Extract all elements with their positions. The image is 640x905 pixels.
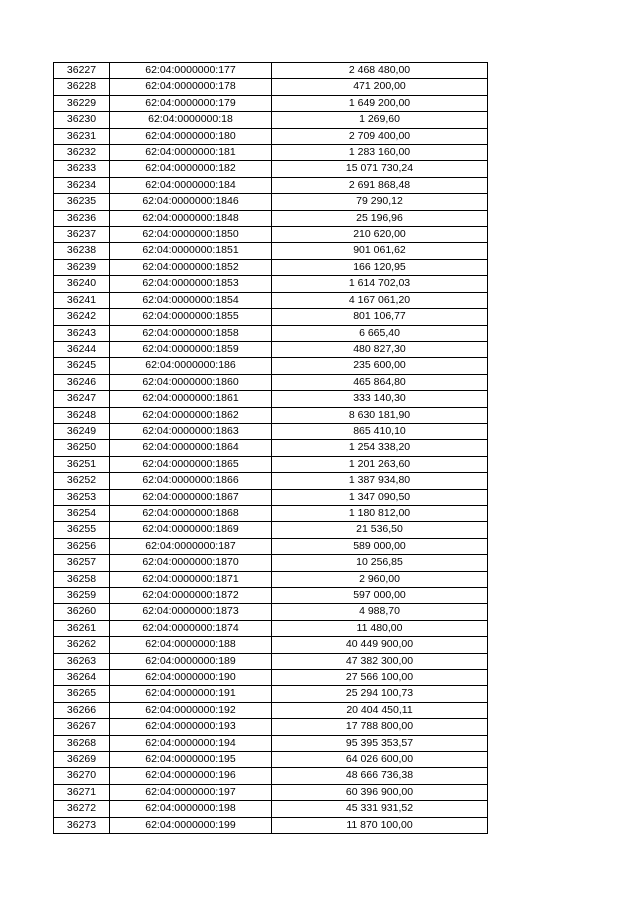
cadastral-value-cell: 47 382 300,00 [272, 653, 488, 669]
cadastral-value-cell: 465 864,80 [272, 374, 488, 390]
row-number-cell: 36265 [54, 686, 110, 702]
table-row [54, 407, 488, 423]
row-number-cell: 36271 [54, 784, 110, 800]
cadastral-value-cell: 333 140,30 [272, 391, 488, 407]
row-number-cell: 36252 [54, 473, 110, 489]
table-row [54, 571, 488, 587]
cadastral-value-cell: 1 269,60 [272, 112, 488, 128]
cadastral-number-cell: 62:04:0000000:1867 [110, 489, 272, 505]
cadastral-number-cell: 62:04:0000000:192 [110, 702, 272, 718]
table-row [54, 440, 488, 456]
row-number-cell: 36233 [54, 161, 110, 177]
cadastral-number-cell: 62:04:0000000:194 [110, 735, 272, 751]
table-row [54, 555, 488, 571]
cadastral-number-cell: 62:04:0000000:1871 [110, 571, 272, 587]
table-row [54, 243, 488, 259]
table-row [54, 588, 488, 604]
cadastral-number-cell: 62:04:0000000:187 [110, 538, 272, 554]
cadastral-value-cell: 11 870 100,00 [272, 817, 488, 833]
row-number-cell: 36263 [54, 653, 110, 669]
cadastral-number-cell: 62:04:0000000:1870 [110, 555, 272, 571]
row-number-cell: 36253 [54, 489, 110, 505]
cadastral-number-cell: 62:04:0000000:1873 [110, 604, 272, 620]
row-number-cell: 36248 [54, 407, 110, 423]
cadastral-number-cell: 62:04:0000000:1868 [110, 505, 272, 521]
cadastral-number-cell: 62:04:0000000:1850 [110, 227, 272, 243]
table-row [54, 128, 488, 144]
cadastral-value-cell: 11 480,00 [272, 620, 488, 636]
table-row [54, 752, 488, 768]
cadastral-number-cell: 62:04:0000000:197 [110, 784, 272, 800]
cadastral-number-cell: 62:04:0000000:1859 [110, 341, 272, 357]
table-row [54, 653, 488, 669]
table-row [54, 604, 488, 620]
cadastral-value-cell: 21 536,50 [272, 522, 488, 538]
cadastral-number-cell: 62:04:0000000:1872 [110, 588, 272, 604]
cadastral-value-cell: 1 283 160,00 [272, 145, 488, 161]
row-number-cell: 36239 [54, 259, 110, 275]
row-number-cell: 36241 [54, 292, 110, 308]
cadastral-value-cell: 45 331 931,52 [272, 801, 488, 817]
row-number-cell: 36273 [54, 817, 110, 833]
cadastral-value-cell: 1 387 934,80 [272, 473, 488, 489]
cadastral-value-cell: 27 566 100,00 [272, 670, 488, 686]
cadastral-value-cell: 95 395 353,57 [272, 735, 488, 751]
row-number-cell: 36237 [54, 227, 110, 243]
cadastral-value-cell: 48 666 736,38 [272, 768, 488, 784]
row-number-cell: 36231 [54, 128, 110, 144]
cadastral-value-cell: 235 600,00 [272, 358, 488, 374]
table-row [54, 784, 488, 800]
table-row [54, 456, 488, 472]
row-number-cell: 36257 [54, 555, 110, 571]
row-number-cell: 36268 [54, 735, 110, 751]
table-row [54, 227, 488, 243]
row-number-cell: 36240 [54, 276, 110, 292]
table-row [54, 522, 488, 538]
cadastral-value-cell: 2 691 868,48 [272, 177, 488, 193]
cadastral-value-cell: 64 026 600,00 [272, 752, 488, 768]
table-row [54, 309, 488, 325]
table-row [54, 702, 488, 718]
row-number-cell: 36227 [54, 63, 110, 79]
cadastral-number-cell: 62:04:0000000:178 [110, 79, 272, 95]
cadastral-value-cell: 1 254 338,20 [272, 440, 488, 456]
table-row [54, 801, 488, 817]
cadastral-value-cell: 60 396 900,00 [272, 784, 488, 800]
row-number-cell: 36228 [54, 79, 110, 95]
cadastral-value-cell: 589 000,00 [272, 538, 488, 554]
row-number-cell: 36246 [54, 374, 110, 390]
cadastral-value-cell: 1 180 812,00 [272, 505, 488, 521]
table-row [54, 276, 488, 292]
cadastral-value-cell: 1 201 263,60 [272, 456, 488, 472]
row-number-cell: 36261 [54, 620, 110, 636]
cadastral-value-cell: 865 410,10 [272, 423, 488, 439]
table-row [54, 817, 488, 833]
row-number-cell: 36247 [54, 391, 110, 407]
table-row [54, 374, 488, 390]
table-row [54, 79, 488, 95]
row-number-cell: 36267 [54, 719, 110, 735]
cadastral-value-cell: 2 709 400,00 [272, 128, 488, 144]
row-number-cell: 36255 [54, 522, 110, 538]
row-number-cell: 36256 [54, 538, 110, 554]
cadastral-value-cell: 901 061,62 [272, 243, 488, 259]
cadastral-number-cell: 62:04:0000000:191 [110, 686, 272, 702]
row-number-cell: 36245 [54, 358, 110, 374]
cadastral-number-cell: 62:04:0000000:189 [110, 653, 272, 669]
row-number-cell: 36229 [54, 95, 110, 111]
table-row [54, 670, 488, 686]
cadastral-value-cell: 1 614 702,03 [272, 276, 488, 292]
row-number-cell: 36258 [54, 571, 110, 587]
cadastral-value-cell: 801 106,77 [272, 309, 488, 325]
table-row [54, 177, 488, 193]
table-row [54, 259, 488, 275]
table-row [54, 210, 488, 226]
row-number-cell: 36259 [54, 588, 110, 604]
cadastral-value-cell: 17 788 800,00 [272, 719, 488, 735]
table-row [54, 112, 488, 128]
cadastral-number-cell: 62:04:0000000:199 [110, 817, 272, 833]
table-row [54, 768, 488, 784]
row-number-cell: 36254 [54, 505, 110, 521]
cadastral-number-cell: 62:04:0000000:1860 [110, 374, 272, 390]
table-row [54, 538, 488, 554]
cadastral-number-cell: 62:04:0000000:198 [110, 801, 272, 817]
cadastral-value-cell: 166 120,95 [272, 259, 488, 275]
cadastral-value-cell: 2 468 480,00 [272, 63, 488, 79]
cadastral-number-cell: 62:04:0000000:190 [110, 670, 272, 686]
table-row [54, 194, 488, 210]
row-number-cell: 36269 [54, 752, 110, 768]
row-number-cell: 36236 [54, 210, 110, 226]
cadastral-value-table [53, 62, 488, 834]
cadastral-value-cell: 25 196,96 [272, 210, 488, 226]
cadastral-value-cell: 1 347 090,50 [272, 489, 488, 505]
cadastral-value-cell: 1 649 200,00 [272, 95, 488, 111]
cadastral-number-cell: 62:04:0000000:1852 [110, 259, 272, 275]
table-row [54, 161, 488, 177]
cadastral-value-cell: 10 256,85 [272, 555, 488, 571]
cadastral-number-cell: 62:04:0000000:1854 [110, 292, 272, 308]
cadastral-value-cell: 79 290,12 [272, 194, 488, 210]
cadastral-value-cell: 480 827,30 [272, 341, 488, 357]
row-number-cell: 36264 [54, 670, 110, 686]
cadastral-number-cell: 62:04:0000000:1858 [110, 325, 272, 341]
table-row [54, 489, 488, 505]
table-row [54, 292, 488, 308]
row-number-cell: 36251 [54, 456, 110, 472]
cadastral-number-cell: 62:04:0000000:1853 [110, 276, 272, 292]
row-number-cell: 36238 [54, 243, 110, 259]
table-row [54, 63, 488, 79]
table-row [54, 145, 488, 161]
cadastral-number-cell: 62:04:0000000:1848 [110, 210, 272, 226]
cadastral-number-cell: 62:04:0000000:181 [110, 145, 272, 161]
table-row [54, 686, 488, 702]
cadastral-number-cell: 62:04:0000000:188 [110, 637, 272, 653]
cadastral-value-cell: 6 665,40 [272, 325, 488, 341]
row-number-cell: 36266 [54, 702, 110, 718]
cadastral-number-cell: 62:04:0000000:195 [110, 752, 272, 768]
row-number-cell: 36260 [54, 604, 110, 620]
cadastral-value-cell: 8 630 181,90 [272, 407, 488, 423]
cadastral-number-cell: 62:04:0000000:1865 [110, 456, 272, 472]
table-row [54, 358, 488, 374]
table-row [54, 620, 488, 636]
cadastral-number-cell: 62:04:0000000:1851 [110, 243, 272, 259]
cadastral-value-cell: 4 167 061,20 [272, 292, 488, 308]
table-row [54, 423, 488, 439]
table-row [54, 637, 488, 653]
row-number-cell: 36250 [54, 440, 110, 456]
row-number-cell: 36243 [54, 325, 110, 341]
cadastral-number-cell: 62:04:0000000:180 [110, 128, 272, 144]
cadastral-value-cell: 40 449 900,00 [272, 637, 488, 653]
row-number-cell: 36242 [54, 309, 110, 325]
cadastral-number-cell: 62:04:0000000:1863 [110, 423, 272, 439]
table-body [54, 63, 488, 834]
cadastral-number-cell: 62:04:0000000:179 [110, 95, 272, 111]
table-row [54, 95, 488, 111]
cadastral-number-cell: 62:04:0000000:1855 [110, 309, 272, 325]
cadastral-value-cell: 15 071 730,24 [272, 161, 488, 177]
row-number-cell: 36230 [54, 112, 110, 128]
row-number-cell: 36249 [54, 423, 110, 439]
cadastral-value-cell: 597 000,00 [272, 588, 488, 604]
row-number-cell: 36270 [54, 768, 110, 784]
cadastral-number-cell: 62:04:0000000:1862 [110, 407, 272, 423]
cadastral-number-cell: 62:04:0000000:1874 [110, 620, 272, 636]
cadastral-number-cell: 62:04:0000000:186 [110, 358, 272, 374]
table-row [54, 473, 488, 489]
cadastral-number-cell: 62:04:0000000:1861 [110, 391, 272, 407]
cadastral-number-cell: 62:04:0000000:193 [110, 719, 272, 735]
cadastral-number-cell: 62:04:0000000:182 [110, 161, 272, 177]
row-number-cell: 36272 [54, 801, 110, 817]
cadastral-number-cell: 62:04:0000000:1869 [110, 522, 272, 538]
row-number-cell: 36244 [54, 341, 110, 357]
row-number-cell: 36234 [54, 177, 110, 193]
table-row [54, 391, 488, 407]
cadastral-value-cell: 4 988,70 [272, 604, 488, 620]
cadastral-value-cell: 20 404 450,11 [272, 702, 488, 718]
table-row [54, 505, 488, 521]
row-number-cell: 36232 [54, 145, 110, 161]
cadastral-number-cell: 62:04:0000000:1864 [110, 440, 272, 456]
cadastral-value-cell: 471 200,00 [272, 79, 488, 95]
table-row [54, 341, 488, 357]
row-number-cell: 36262 [54, 637, 110, 653]
cadastral-value-cell: 25 294 100,73 [272, 686, 488, 702]
row-number-cell: 36235 [54, 194, 110, 210]
table-row [54, 325, 488, 341]
cadastral-number-cell: 62:04:0000000:177 [110, 63, 272, 79]
table-row [54, 719, 488, 735]
cadastral-number-cell: 62:04:0000000:18 [110, 112, 272, 128]
cadastral-value-cell: 2 960,00 [272, 571, 488, 587]
cadastral-number-cell: 62:04:0000000:184 [110, 177, 272, 193]
cadastral-value-cell: 210 620,00 [272, 227, 488, 243]
cadastral-number-cell: 62:04:0000000:196 [110, 768, 272, 784]
cadastral-number-cell: 62:04:0000000:1866 [110, 473, 272, 489]
cadastral-number-cell: 62:04:0000000:1846 [110, 194, 272, 210]
table-row [54, 735, 488, 751]
